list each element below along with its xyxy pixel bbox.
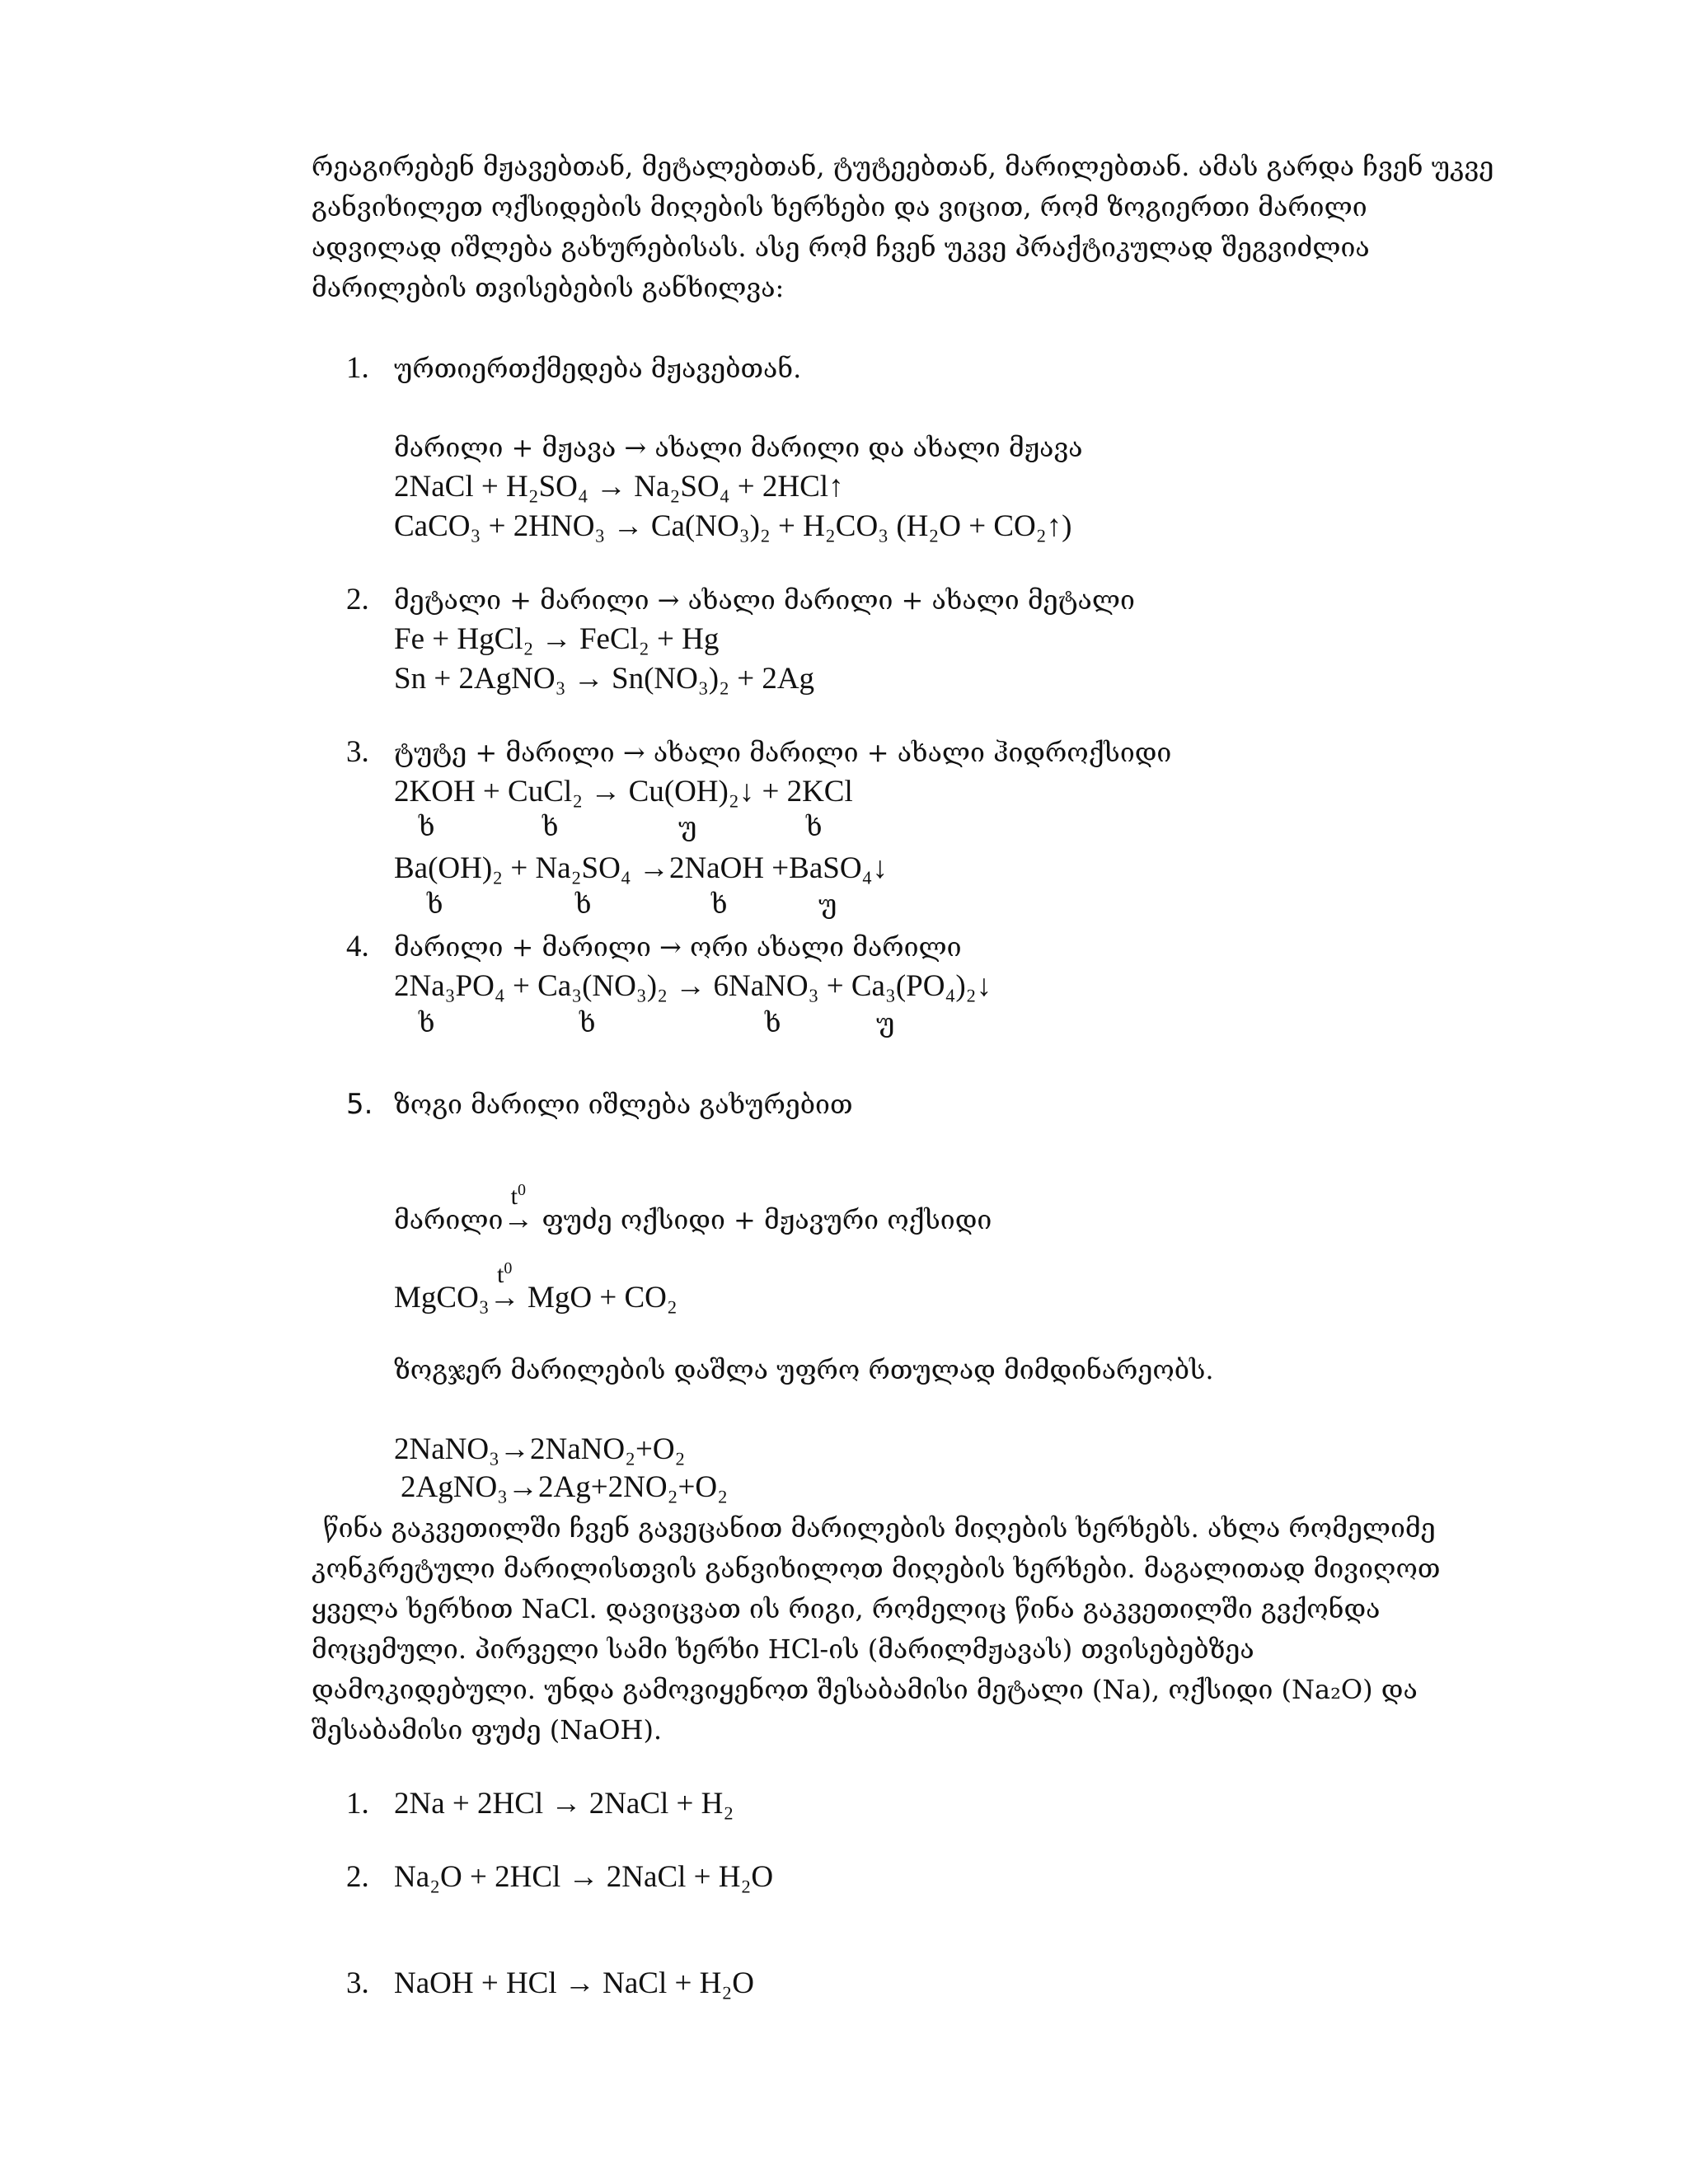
word-equation: მარილი + მჟავა → ახალი მარილი და ახალი მჟავა — [394, 432, 1083, 463]
chemical-equation: 2Na₃PO₄ + Ca₃(NO₃)₂ → 6NaNO₃ + Ca₃(PO₄)₂↓ — [394, 969, 992, 1003]
chemical-equation: 2NaCl + H₂SO₄ → Na₂SO₄ + 2HCl↑ — [394, 470, 844, 504]
word-equation: ტუტე + მარილი → ახალი მარილი + ახალი ჰიდროქსიდი — [394, 737, 1172, 768]
heat-arrow: $t^0$ → — [503, 1202, 533, 1238]
heat-symbol: t — [510, 1183, 518, 1210]
list-number: 1. — [346, 351, 369, 385]
heat-superscript: 0 — [518, 1181, 527, 1199]
chemical-equation: NaOH + HCl → NaCl + H₂O — [394, 1966, 754, 2000]
list-number: 2. — [346, 1860, 369, 1894]
solubility-mark: უ — [678, 811, 697, 842]
note-text: ზოგჯერ მარილების დაშლა უფრო რთულად მიმდინარეობს. — [394, 1354, 1214, 1385]
reactant-label: მარილი — [394, 1204, 504, 1235]
word-equation-heat — [394, 1181, 992, 1238]
list-number: 3. — [346, 735, 369, 769]
section-title: ურთიერთქმედება მჟავებთან. — [394, 353, 802, 384]
products-label: ფუძე ოქსიდი + მჟავური ოქსიდი — [533, 1204, 992, 1235]
heat-label — [503, 1172, 533, 1215]
chemical-equation: 2AgNO₃→2Ag+2NO₂+O₂ — [401, 1470, 728, 1504]
chemical-equation: Ba(OH)₂ + Na₂SO₄ →2NaOH +BaSO₄↓ — [394, 851, 888, 885]
text-line: მარილების თვისებების განხილვა: — [312, 272, 785, 303]
list-number: 5. — [346, 1088, 373, 1121]
text-line: ადვილად იშლება გახურებისას. ასე რომ ჩვენ უკვე პრაქტიკულად შეგვიძლია — [312, 232, 1370, 263]
list-number: 4. — [346, 930, 369, 963]
text-line: შესაბამისი ფუძე (NaOH). — [312, 1714, 663, 1746]
solubility-mark: ხ — [427, 888, 443, 920]
word-equation: მარილი + მარილი → ორი ახალი მარილი — [394, 931, 962, 963]
text-line: რეაგირებენ მჟავებთან, მეტალებთან, ტუტეებთან, მარილებთან. ამას გარდა ჩვენ უკვე — [312, 151, 1494, 182]
solubility-mark: ხ — [542, 811, 559, 842]
heat-superscript: 0 — [504, 1259, 513, 1277]
word-equation: მეტალი + მარილი → ახალი მარილი + ახალი მეტალი — [394, 584, 1135, 616]
solubility-mark: ხ — [419, 811, 435, 842]
solubility-mark: ხ — [419, 1007, 435, 1038]
list-number: 1. — [346, 1787, 369, 1821]
solubility-mark: ხ — [806, 811, 823, 842]
chemical-equation: 2Na + 2HCl → 2NaCl + H₂ — [394, 1787, 734, 1821]
reactant-formula: MgCO₃ — [394, 1281, 490, 1315]
solubility-mark: უ — [818, 888, 837, 920]
text-line: მოცემული. პირველი სამი ხერხი HCl-ის (მარილმჟავას) თვისებებზეა — [312, 1633, 1254, 1665]
text-line: წინა გაკვეთილში ჩვენ გავეცანით მარილების მიღების ხერხებს. ახლა რომელიმე — [323, 1512, 1436, 1544]
chemical-equation: Fe + HgCl₂ → FeCl₂ + Hg — [394, 622, 720, 656]
chemical-equation: Sn + 2AgNO₃ → Sn(NO₃)₂ + 2Ag — [394, 662, 815, 696]
list-number: 2. — [346, 583, 369, 616]
text-line: ყველა ხერხით NaCl. დავიცვათ ის რიგი, რომელიც წინა გაკვეთილში გვქონდა — [312, 1593, 1381, 1624]
text-line: განვიხილეთ ოქსიდების მიღების ხერხები და ვიცით, რომ ზოგიერთი მარილი — [312, 191, 1367, 223]
solubility-mark: ხ — [765, 1007, 781, 1038]
list-number: 3. — [346, 1966, 369, 2000]
solubility-mark: უ — [876, 1007, 895, 1038]
chemical-equation: CaCO₃ + 2HNO₃ → Ca(NO₃)₂ + H₂CO₃ (H₂O + CO₂↑) — [394, 509, 1072, 543]
text-line: კონკრეტული მარილისთვის განვიხილოთ მიღების ხერხები. მაგალითად მივიღოთ — [312, 1553, 1441, 1584]
heat-label — [490, 1250, 520, 1293]
solubility-mark: ხ — [711, 888, 728, 920]
solubility-mark: ხ — [575, 888, 592, 920]
heat-arrow: $t^0$ → — [490, 1280, 520, 1316]
chemical-equation: 2NaNO₃→2NaNO₂+O₂ — [394, 1432, 686, 1466]
chemical-equation: Na₂O + 2HCl → 2NaCl + H₂O — [394, 1860, 774, 1894]
section-title: ზოგი მარილი იშლება გახურებით — [394, 1089, 853, 1120]
text-line: დამოკიდებული. უნდა გამოვიყენოთ შესაბამისი მეტალი (Na), ოქსიდი (Na₂O) და — [312, 1674, 1418, 1705]
products-formula: MgO + CO₂ — [519, 1281, 678, 1315]
heat-symbol: t — [497, 1261, 504, 1288]
chemical-equation: 2KOH + CuCl₂ → Cu(OH)₂↓ + 2KCl — [394, 775, 853, 808]
solubility-mark: ხ — [579, 1007, 596, 1038]
chemical-equation-heat — [394, 1259, 678, 1316]
